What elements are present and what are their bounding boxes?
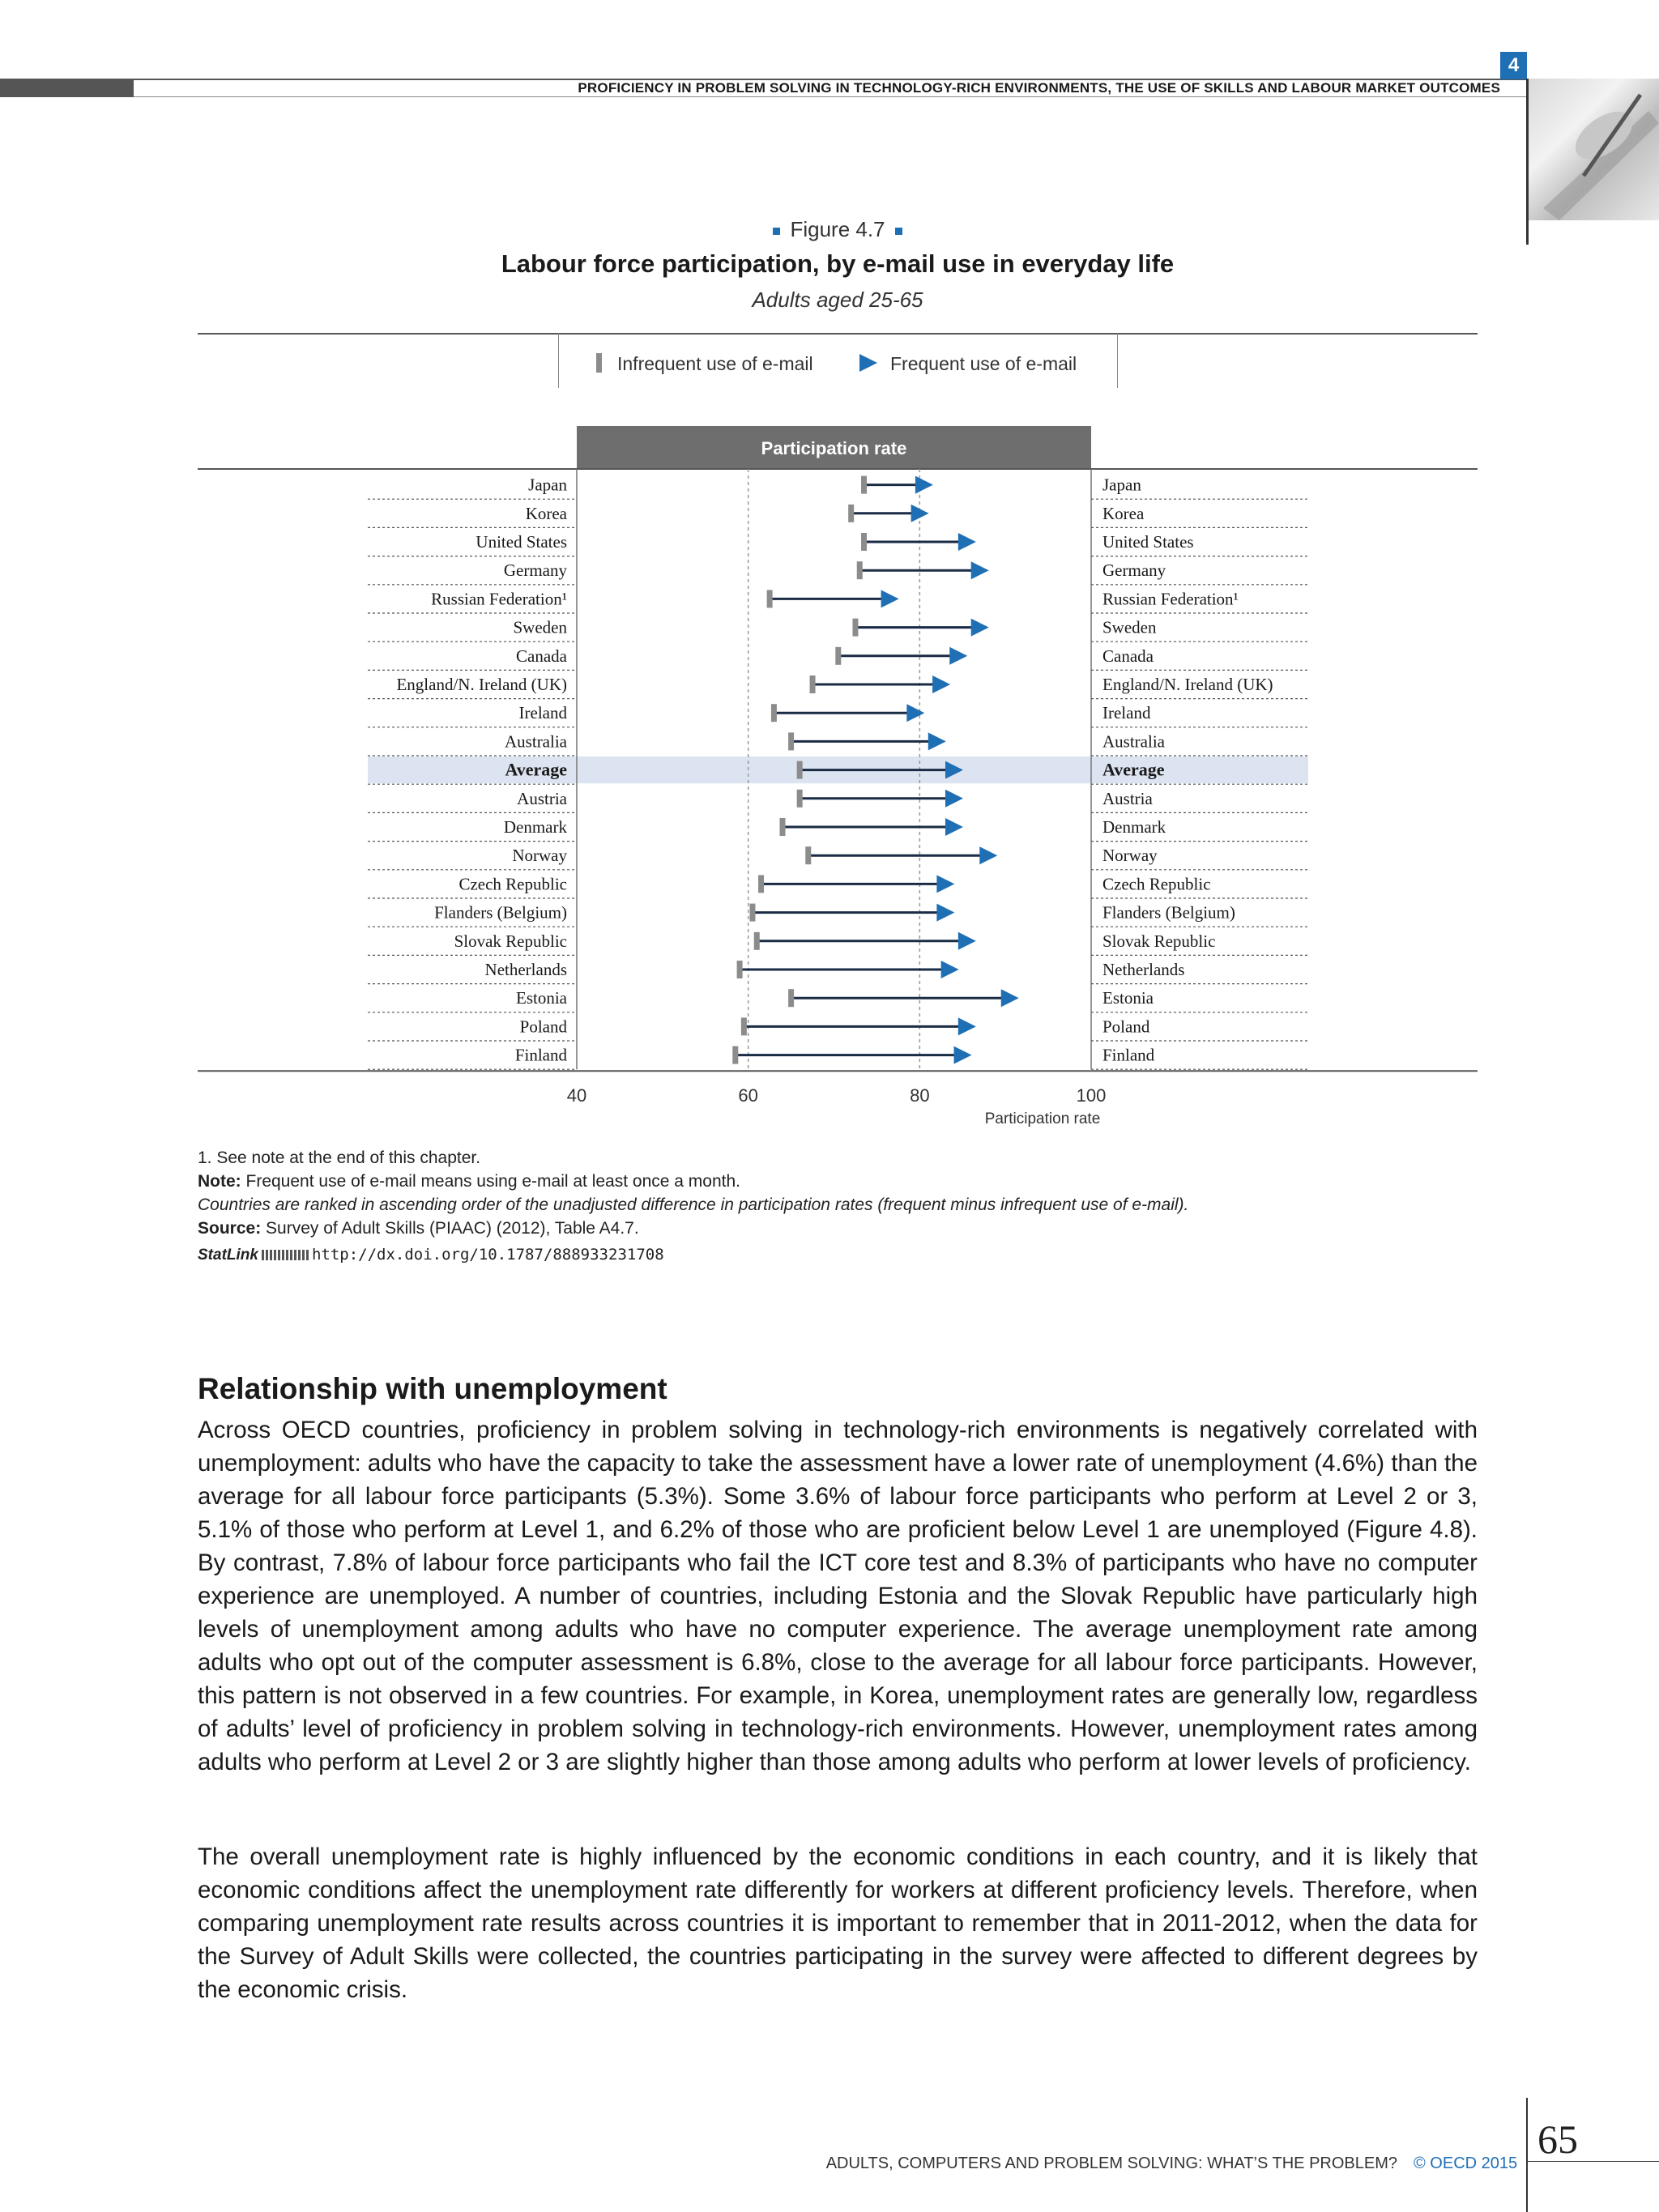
infrequent-marker bbox=[797, 790, 803, 808]
frequent-marker bbox=[936, 875, 954, 893]
country-label-right: Australia bbox=[1102, 731, 1165, 752]
country-label-left: Poland bbox=[519, 1016, 567, 1037]
x-axis-title: Participation rate bbox=[984, 1110, 1101, 1128]
legend-frequent-label: Frequent use of e-mail bbox=[890, 353, 1077, 374]
infrequent-marker bbox=[788, 732, 794, 750]
footer-copyright: © OECD 2015 bbox=[1414, 2154, 1518, 2172]
figure-title: Labour force participation, by e-mail use in everyday life bbox=[501, 249, 1175, 278]
country-label-left: Korea bbox=[525, 503, 567, 523]
country-label-left: Germany bbox=[503, 560, 567, 581]
country-label-right: United States bbox=[1102, 532, 1194, 552]
infrequent-marker bbox=[861, 476, 867, 494]
country-label-left: Netherlands bbox=[484, 960, 567, 979]
country-label-left: Canada bbox=[516, 646, 567, 666]
frequent-marker bbox=[911, 505, 929, 522]
country-label-right: Austria bbox=[1102, 788, 1153, 808]
country-label-right: England/N. Ireland (UK) bbox=[1102, 675, 1273, 694]
infrequent-marker bbox=[749, 904, 755, 922]
note-text: Frequent use of e-mail means using e-mail at least once a month. bbox=[241, 1172, 740, 1191]
country-label-right: Netherlands bbox=[1102, 960, 1185, 979]
frequent-marker bbox=[971, 619, 989, 637]
paragraph-1: Across OECD countries, proficiency in problem solving in technology-rich environments is negatively correlated with unemployment: adults who have the capacity to take the assessment have a lower rate of unemployment (4.6%) than the average for all labour force participants (5.3%). Some 3.6% of labour force participants who perform at Level 2 or 3, 5.1% of those who perform at Level 1, and 6.2% of those who are proficient below Level 1 are unemployed (Figure 4.8). By contrast, 7.8% of labour force participants who fail the ICT core test and 8.3% of participants who have no computer experience are unemployed. A number of countries, including Estonia and the Slovak Republic have particularly high levels of unemployment among adults who have no computer experience. The average unemployment rate among adults who opt out of the computer assessment is 6.8%, close to the average for all labour force participants. However, this pattern is not observed in a few countries. For example, in Korea, unemployment rates are generally low, regardless of adults’ level of proficiency in problem solving in technology-rich environments. However, unemployment rates among adults who perform at Level 2 or 3 are slightly higher than those among adults who perform at lower levels of proficiency. bbox=[198, 1417, 1478, 1775]
country-label-right: Russian Federation¹ bbox=[1102, 589, 1239, 609]
country-label-left: United States bbox=[476, 532, 567, 552]
country-label-left: Czech Republic bbox=[458, 874, 567, 894]
country-label-right: Flanders (Belgium) bbox=[1102, 902, 1235, 923]
infrequent-marker bbox=[737, 961, 743, 978]
country-label-right: Canada bbox=[1102, 646, 1154, 666]
footer-book-title: ADULTS, COMPUTERS AND PROBLEM SOLVING: WHAT’S THE PROBLEM? bbox=[825, 2154, 1397, 2172]
country-label-right: Denmark bbox=[1102, 817, 1166, 837]
footnote-1: 1. See note at the end of this chapter. bbox=[198, 1149, 481, 1167]
infrequent-marker bbox=[857, 561, 863, 579]
infrequent-marker bbox=[741, 1017, 747, 1035]
statlink bbox=[198, 1246, 664, 1264]
frequent-marker bbox=[932, 676, 950, 693]
figure-notes bbox=[198, 1146, 1478, 1240]
frequent-marker bbox=[979, 846, 997, 864]
source-label: Source: bbox=[198, 1219, 262, 1238]
country-label-left: Australia bbox=[505, 731, 567, 752]
frequent-marker bbox=[881, 590, 899, 607]
infrequent-marker bbox=[805, 846, 811, 864]
source-text: Survey of Adult Skills (PIAAC) (2012), Table A4.7. bbox=[261, 1219, 639, 1238]
infrequent-marker bbox=[758, 875, 764, 893]
country-label-right: Estonia bbox=[1102, 988, 1154, 1008]
country-label-left: Estonia bbox=[516, 988, 567, 1008]
infrequent-marker bbox=[780, 818, 786, 836]
infrequent-marker bbox=[771, 704, 777, 722]
frequent-marker bbox=[928, 732, 946, 750]
infrequent-marker bbox=[754, 932, 760, 950]
legend-infrequent-label: Infrequent use of e-mail bbox=[617, 353, 813, 374]
frequent-marker bbox=[1001, 989, 1019, 1007]
infrequent-marker bbox=[852, 619, 858, 637]
infrequent-marker bbox=[810, 676, 816, 693]
chart-column-header-label: Participation rate bbox=[761, 438, 907, 458]
infrequent-marker bbox=[861, 533, 867, 551]
infrequent-marker bbox=[788, 989, 794, 1007]
country-label-right: Sweden bbox=[1102, 617, 1157, 637]
figure-subtitle: Adults aged 25-65 bbox=[752, 288, 923, 312]
statlink-label: StatLink bbox=[198, 1247, 258, 1264]
x-tick-label: 80 bbox=[910, 1085, 930, 1106]
country-label-left: Sweden bbox=[513, 617, 567, 637]
infrequent-marker bbox=[767, 590, 773, 607]
frequent-marker bbox=[958, 1017, 976, 1035]
country-label-right: Japan bbox=[1102, 475, 1141, 495]
country-label-left: Average bbox=[505, 759, 567, 780]
frequent-marker bbox=[958, 533, 976, 551]
footer-vertical-rule bbox=[1526, 2098, 1528, 2212]
country-label-right: Ireland bbox=[1102, 703, 1151, 723]
x-tick-label: 60 bbox=[738, 1085, 758, 1106]
country-label-left: Japan bbox=[528, 475, 567, 495]
frequent-marker bbox=[936, 904, 954, 922]
section-title: Relationship with unemployment bbox=[198, 1372, 667, 1405]
country-label-left: Slovak Republic bbox=[454, 931, 567, 951]
frequent-marker bbox=[915, 476, 933, 494]
infrequent-marker bbox=[835, 647, 841, 665]
note-label: Note: bbox=[198, 1172, 241, 1191]
country-label-left: Norway bbox=[512, 846, 567, 866]
statlink-logo-icon bbox=[262, 1250, 309, 1260]
country-label-left: Ireland bbox=[518, 703, 567, 723]
frequent-marker bbox=[906, 704, 924, 722]
page-number: 65 bbox=[1537, 2116, 1578, 2162]
country-label-right: Slovak Republic bbox=[1102, 931, 1216, 951]
country-label-left: Russian Federation¹ bbox=[431, 589, 567, 609]
frequent-marker bbox=[971, 561, 989, 579]
country-label-right: Norway bbox=[1102, 846, 1158, 866]
country-label-right: Average bbox=[1102, 759, 1165, 780]
frequent-marker bbox=[945, 818, 963, 836]
country-label-right: Germany bbox=[1102, 560, 1166, 581]
country-label-right: Finland bbox=[1102, 1045, 1155, 1065]
country-label-right: Korea bbox=[1102, 503, 1145, 523]
country-label-left: Finland bbox=[514, 1045, 567, 1065]
running-title: PROFICIENCY IN PROBLEM SOLVING IN TECHNOLOGY-RICH ENVIRONMENTS, THE USE OF SKILLS AND LABOUR MARKET OUTCOMES bbox=[578, 80, 1500, 96]
infrequent-marker bbox=[732, 1046, 738, 1064]
x-tick-label: 100 bbox=[1076, 1085, 1107, 1106]
source-line bbox=[198, 1217, 1478, 1240]
frequent-marker bbox=[954, 1046, 972, 1064]
statlink-url[interactable]: http://dx.doi.org/10.1787/888933231708 bbox=[311, 1246, 664, 1264]
country-label-left: Austria bbox=[517, 788, 567, 808]
figure-label: Figure 4.7 bbox=[0, 217, 1659, 242]
infrequent-marker bbox=[797, 761, 803, 779]
ranking-note: Countries are ranked in ascending order of the unadjusted difference in participation rates (frequent minus infrequent use of e-mail). bbox=[198, 1196, 1189, 1214]
frequent-marker bbox=[941, 961, 959, 978]
note-line bbox=[198, 1170, 1478, 1193]
country-label-left: Denmark bbox=[503, 817, 567, 837]
frequent-marker bbox=[958, 932, 976, 950]
paragraph-2: The overall unemployment rate is highly influenced by the economic conditions in each country, and it is likely that economic conditions affect the unemployment rate differently for workers at different proficiency levels. Therefore, when comparing unemployment rate results across countries it is important to remember that in 2011-2012, when the data for the Survey of Adult Skills were collected, the countries participating in the survey were affected to different degrees by the economic crisis. bbox=[198, 1843, 1478, 2003]
x-tick-label: 40 bbox=[566, 1085, 587, 1106]
country-label-left: England/N. Ireland (UK) bbox=[396, 675, 567, 694]
chapter-badge: 4 bbox=[1500, 52, 1527, 79]
country-label-left: Flanders (Belgium) bbox=[434, 902, 567, 923]
frequent-marker bbox=[945, 790, 963, 808]
infrequent-marker bbox=[848, 505, 854, 522]
country-label-right: Poland bbox=[1102, 1016, 1150, 1037]
frequent-marker bbox=[949, 647, 967, 665]
country-label-right: Czech Republic bbox=[1102, 874, 1211, 894]
